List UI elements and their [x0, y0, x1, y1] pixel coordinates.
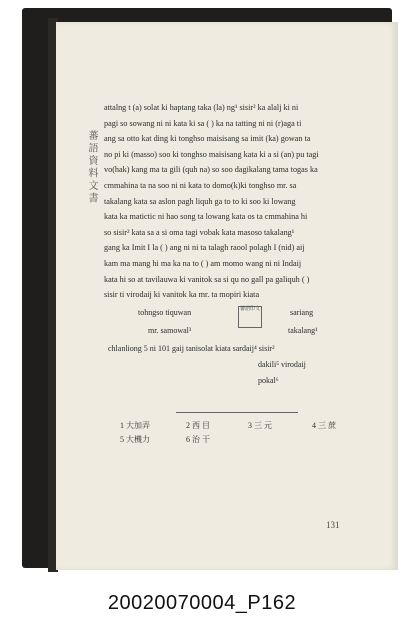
text-line: kata ka matictic ni hao song ta lowang kata os ta cmmahina hi: [104, 212, 308, 222]
footnote-1: 1 大加弄: [120, 421, 150, 430]
footnote-2: 2 西 目: [186, 421, 210, 430]
page-number: 131: [326, 520, 340, 530]
text-line: ang sa otto kat ding ki tonghso maisisang sa imit (ka) gowan ta: [104, 134, 311, 144]
footnote-6: 6 治 干: [186, 435, 210, 444]
text-line: no pi ki (masso) soo ki tonghso maisisang kata ki a si (an) pu tagi: [104, 149, 319, 159]
footnote-5: 5 大機力: [120, 435, 150, 444]
text-line: pagi so sowang ni ni kata ki sa ( ) ka na tatting ni ni (r)aga ti: [104, 118, 302, 128]
seal-stamp: [238, 306, 262, 328]
footnote-4: 4 三 蔗: [312, 421, 336, 430]
archive-caption: 20020070004_P162: [107, 592, 297, 614]
signature-name-2: sariang: [290, 308, 314, 317]
text-line: kata hi so at tavilauwa ki vanitok sa si qu no gall pa galiquh ( ): [104, 274, 310, 284]
text-line: takalang kata sa aslon pagh liquh ga to to ki soo ki lowang: [104, 196, 296, 206]
signature-name-3: mr. samowal³: [148, 326, 192, 335]
text-line: kam ma mang hi ma ka na to ( ) am momo wang ni ni Indaij: [104, 258, 302, 268]
signature-line-4: dakili⁵ virodaij: [258, 360, 306, 369]
text-line: vo(hak) kang ma ta gili (quh na) so soo dagikalang tama togas ka: [104, 165, 318, 175]
footnote-3: 3 三 元: [248, 421, 272, 430]
footnote-divider: [176, 412, 298, 413]
text-line: sisir ti virodaij ki vanitok ka mr. ta mopiri kiata: [104, 290, 260, 300]
signature-name-1: tohngso tiquwan: [138, 308, 192, 317]
seal-text: 蕃語印文: [239, 307, 260, 312]
text-line: gang ka Imit I la ( ) ang ni ni ta talagh raool polagh I (nid) aij: [104, 243, 305, 253]
signature-name-4: takalang¹: [288, 326, 318, 335]
side-label: 蕃 語 資 料 文 書: [86, 130, 97, 203]
signature-line-5: pokal⁶: [258, 376, 279, 385]
signature-line-3: chlanliong 5 ni 101 gaij tanisolat kiata sardaij⁴ sisir²: [108, 344, 275, 353]
text-line: so sisir² kata sa a si oma tagi vobak kata masoso takalang¹: [104, 227, 295, 237]
text-line: cmmahina ta na soo ni ni kata to domo(k)ki tonghso mr. sa: [104, 180, 297, 190]
body-text: [104, 100, 354, 303]
text-line: attalng t (a) solat ki haptang taka (la) ng¹ sisir² ka alalj ki ni: [104, 103, 299, 112]
